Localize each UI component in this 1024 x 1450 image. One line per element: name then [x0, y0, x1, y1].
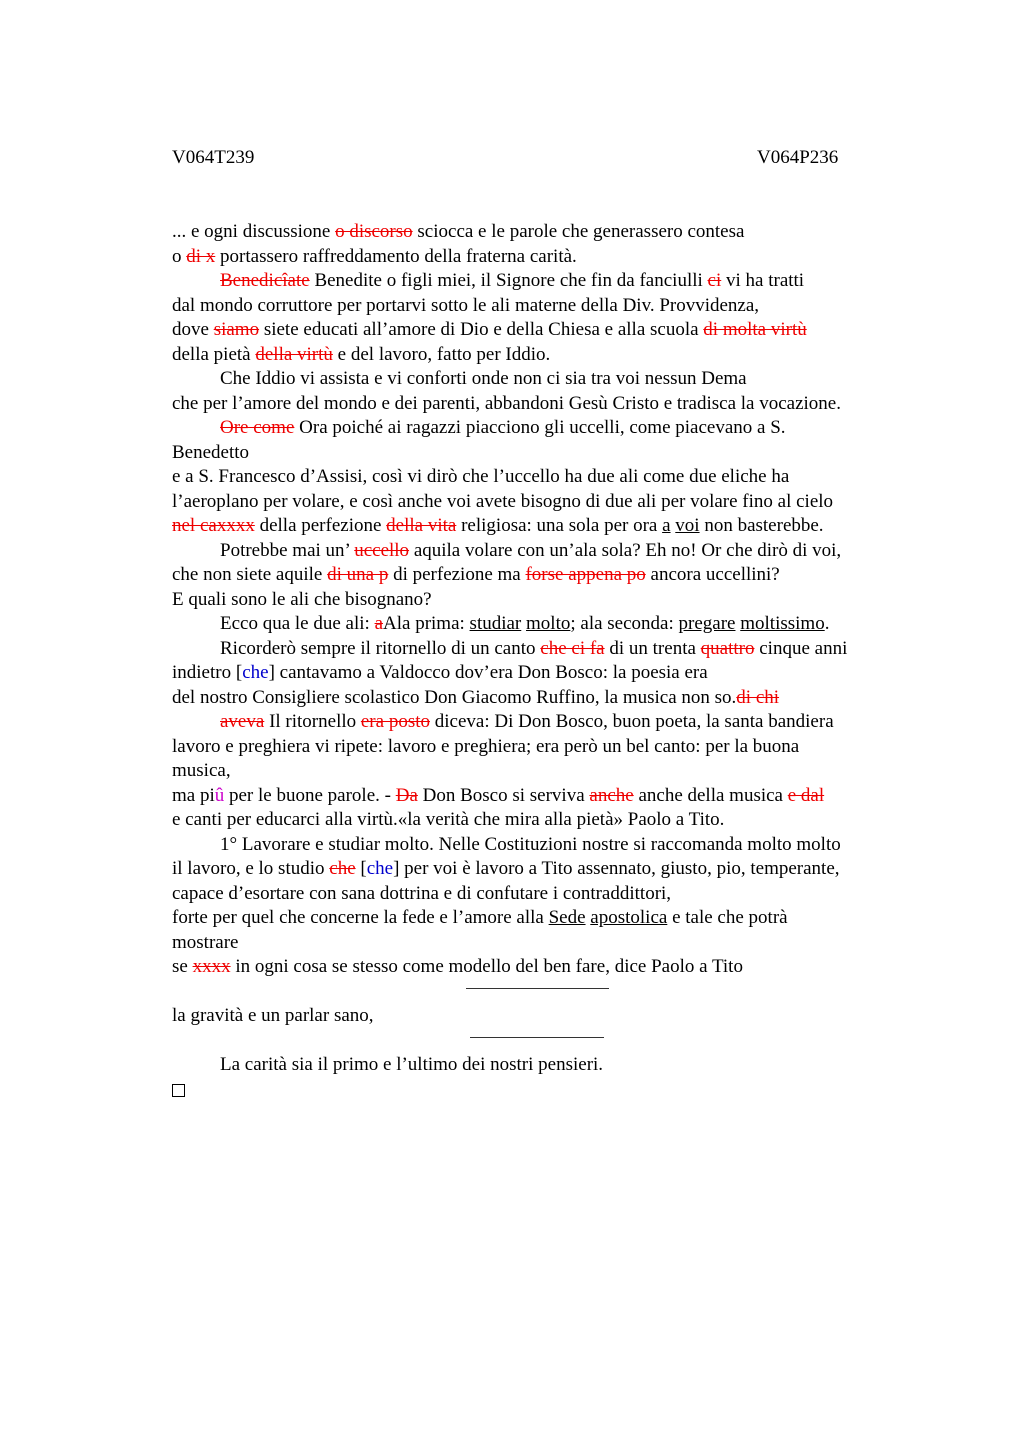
text-run: ] cantavamo a Valdocco dov’era Don Bosco: la poesia era	[268, 662, 708, 683]
text-line	[172, 416, 907, 441]
text-run: anche della musica	[633, 784, 788, 806]
text-run: Don Bosco si serviva	[417, 784, 590, 806]
deleted-text: quattro	[700, 637, 755, 659]
deleted-text: che	[329, 858, 356, 879]
text-run: per le buone parole. -	[224, 784, 396, 806]
deleted-text: forse appena po	[525, 564, 646, 585]
text-run: Ora poiché ai ragazzi piacciono gli uccelli, come piacevano a S.	[294, 417, 786, 438]
text-run: Il ritornello	[264, 711, 361, 732]
deleted-text: di chi	[736, 686, 780, 708]
deleted-text: Ore come	[220, 417, 295, 438]
deleted-text: siamo	[213, 319, 260, 340]
horizontal-rule	[466, 988, 609, 989]
text-run: e canti per educarci alla virtù.«la verità che mira alla pietà» Paolo a Tito.	[172, 809, 725, 830]
text-run: Ricorderò sempre il ritornello di un canto	[220, 637, 541, 659]
text-line	[172, 906, 907, 931]
underlined-text: apostolica	[590, 907, 668, 928]
text-run: ancora uccellini?	[645, 564, 780, 585]
text-run: l’aeroplano per volare, e così anche voi avete bisogno di due ali per volare fino al cielo	[172, 490, 834, 512]
text-run: capace d’esortare con sana dottrina e di confutare i contraddittori,	[172, 882, 672, 904]
deleted-text: uccello	[354, 539, 410, 561]
text-run: siete educati all’amore di Dio e della Chiesa e alla scuola	[259, 319, 704, 340]
text-run: portassero raffreddamento della fraterna carità.	[215, 245, 577, 267]
underlined-text: studiar	[469, 613, 522, 634]
text-run: Benedetto	[172, 441, 250, 463]
text-run: Potrebbe mai un’	[220, 539, 355, 561]
text-run: di perfezione ma	[388, 564, 526, 585]
text-run: vi ha tratti	[721, 270, 805, 291]
text-run: [	[355, 858, 367, 879]
text-line	[172, 490, 907, 515]
header-right-code: V064P236	[757, 147, 839, 168]
text-line	[172, 220, 907, 245]
text-line	[172, 269, 907, 294]
header-left-code: V064T239	[172, 147, 255, 168]
text-line	[172, 710, 907, 735]
text-line	[172, 343, 907, 368]
text-line	[172, 539, 907, 564]
text-run: ... e ogni discussione	[172, 221, 336, 242]
text-run: il lavoro, e lo studio	[172, 858, 330, 879]
text-line	[172, 367, 907, 392]
underlined-text: Sede	[548, 907, 586, 928]
underlined-text: a	[662, 515, 671, 536]
document-body	[172, 220, 907, 1102]
text-run: che per l’amore del mondo e dei parenti, abbandoni Gesù Cristo e tradisca la vocazione.	[172, 392, 841, 414]
text-line	[172, 318, 907, 343]
separator-line	[172, 980, 907, 1005]
text-run: Benedite o figli miei, il Signore che fin da fanciulli	[309, 270, 708, 291]
deleted-text: Benedicîate	[220, 270, 310, 291]
text-run: cinque anni	[754, 637, 848, 659]
text-line	[172, 1053, 907, 1078]
text-run: dal mondo corruttore per portarvi sotto le ali materne della Div. Provvidenza,	[172, 294, 760, 316]
text-run: di un trenta	[604, 637, 701, 659]
text-run: Ala prima:	[383, 613, 470, 634]
text-line	[172, 882, 907, 907]
text-run: 1° Lavorare e studiar molto. Nelle Costituzioni nostre si raccomanda molto molto	[220, 833, 841, 855]
text-run: del nostro Consigliere scolastico Don Giacomo Ruffino, la musica non so.	[172, 686, 737, 708]
text-run: aquila volare con un’ala sola? Eh no! Or che dirò di voi,	[409, 539, 842, 561]
end-marker-line	[172, 1078, 907, 1103]
text-run: se	[172, 956, 193, 977]
text-line	[172, 759, 907, 784]
text-run: mostrare	[172, 931, 239, 953]
horizontal-rule	[470, 1037, 604, 1038]
text-run: lavoro e preghiera vi ripete: lavoro e preghiera; era però un bel canto: per la buona	[172, 735, 800, 757]
deleted-text: aveva	[220, 711, 265, 732]
text-line	[172, 686, 907, 711]
underlined-text: voi	[675, 515, 700, 536]
text-line	[172, 245, 907, 270]
deleted-text: o discorso	[335, 221, 413, 242]
text-line	[172, 735, 907, 760]
text-run: e a S. Francesco d’Assisi, così vi dirò che l’uccello ha due ali come due eliche ha	[172, 466, 790, 487]
text-run: ma pi	[172, 784, 215, 806]
text-run: della perfezione	[254, 515, 387, 536]
text-line	[172, 588, 907, 613]
text-run: la gravità e un parlar sano,	[172, 1005, 374, 1026]
text-line	[172, 465, 907, 490]
deleted-text: Da	[395, 784, 418, 806]
text-run: .	[824, 613, 830, 634]
deleted-text: era posto	[360, 711, 430, 732]
deleted-text: xxxx	[192, 956, 231, 977]
text-line	[172, 441, 907, 466]
deleted-text: della virtù	[255, 343, 333, 365]
text-run: o	[172, 245, 187, 267]
text-line	[172, 514, 907, 539]
text-run: Che Iddio vi assista e vi conforti onde non ci sia tra voi nessun Dema	[220, 368, 747, 389]
deleted-text: ci	[707, 270, 722, 291]
deleted-text: a	[374, 613, 384, 634]
deleted-text: della vita	[386, 515, 457, 536]
deleted-text: di una p	[327, 564, 389, 585]
underlined-text: pregare	[678, 613, 736, 634]
highlighted-char: û	[214, 784, 225, 806]
deleted-text: e dal	[787, 784, 825, 806]
deleted-text: nel caxxxx	[172, 515, 255, 536]
text-line	[172, 612, 907, 637]
separator-line	[172, 1029, 907, 1054]
underlined-text: moltissimo	[740, 613, 825, 634]
text-line	[172, 563, 907, 588]
text-run: diceva: Di Don Bosco, buon poeta, la santa bandiera	[430, 711, 834, 732]
text-line	[172, 955, 907, 980]
text-line	[172, 784, 907, 809]
text-run: in ogni cosa se stesso come modello del ben fare, dice Paolo a Tito	[230, 956, 743, 977]
text-line	[172, 833, 907, 858]
text-run: non basterebbe.	[699, 515, 824, 536]
deleted-text: di molta virtù	[703, 319, 807, 340]
text-run: che non siete aquile	[172, 564, 328, 585]
text-run: Ecco qua le due ali:	[220, 613, 375, 634]
inserted-text: che	[366, 858, 394, 879]
text-run: musica,	[172, 760, 231, 781]
text-run: della pietà	[172, 343, 256, 365]
deleted-text: che ci fa	[540, 637, 605, 659]
text-run: dove	[172, 319, 214, 340]
text-run: E quali sono le ali che bisognano?	[172, 588, 432, 610]
text-run: sciocca e le parole che generassero contesa	[412, 221, 745, 242]
text-run: indietro [	[172, 662, 243, 683]
text-run: ; ala seconda:	[570, 613, 679, 634]
text-run: ] per voi è lavoro a Tito assennato, giusto, pio, temperante,	[393, 858, 840, 879]
text-line	[172, 1004, 907, 1029]
text-line	[172, 661, 907, 686]
deleted-text: anche	[589, 784, 634, 806]
inserted-text: che	[242, 662, 269, 683]
text-line	[172, 294, 907, 319]
checkbox-square-icon	[172, 1084, 185, 1097]
underlined-text: molto	[526, 613, 571, 634]
text-run: e tale che potrà	[667, 907, 788, 928]
text-line	[172, 637, 907, 662]
text-line	[172, 808, 907, 833]
text-run: La carità sia il primo e l’ultimo dei nostri pensieri.	[220, 1054, 604, 1075]
deleted-text: di x	[186, 245, 216, 267]
text-line	[172, 857, 907, 882]
text-line	[172, 392, 907, 417]
text-run: e del lavoro, fatto per Iddio.	[332, 343, 551, 365]
text-line	[172, 931, 907, 956]
text-run: forte per quel che concerne la fede e l’amore alla	[172, 907, 549, 928]
text-run: religiosa: una sola per ora	[456, 515, 663, 536]
